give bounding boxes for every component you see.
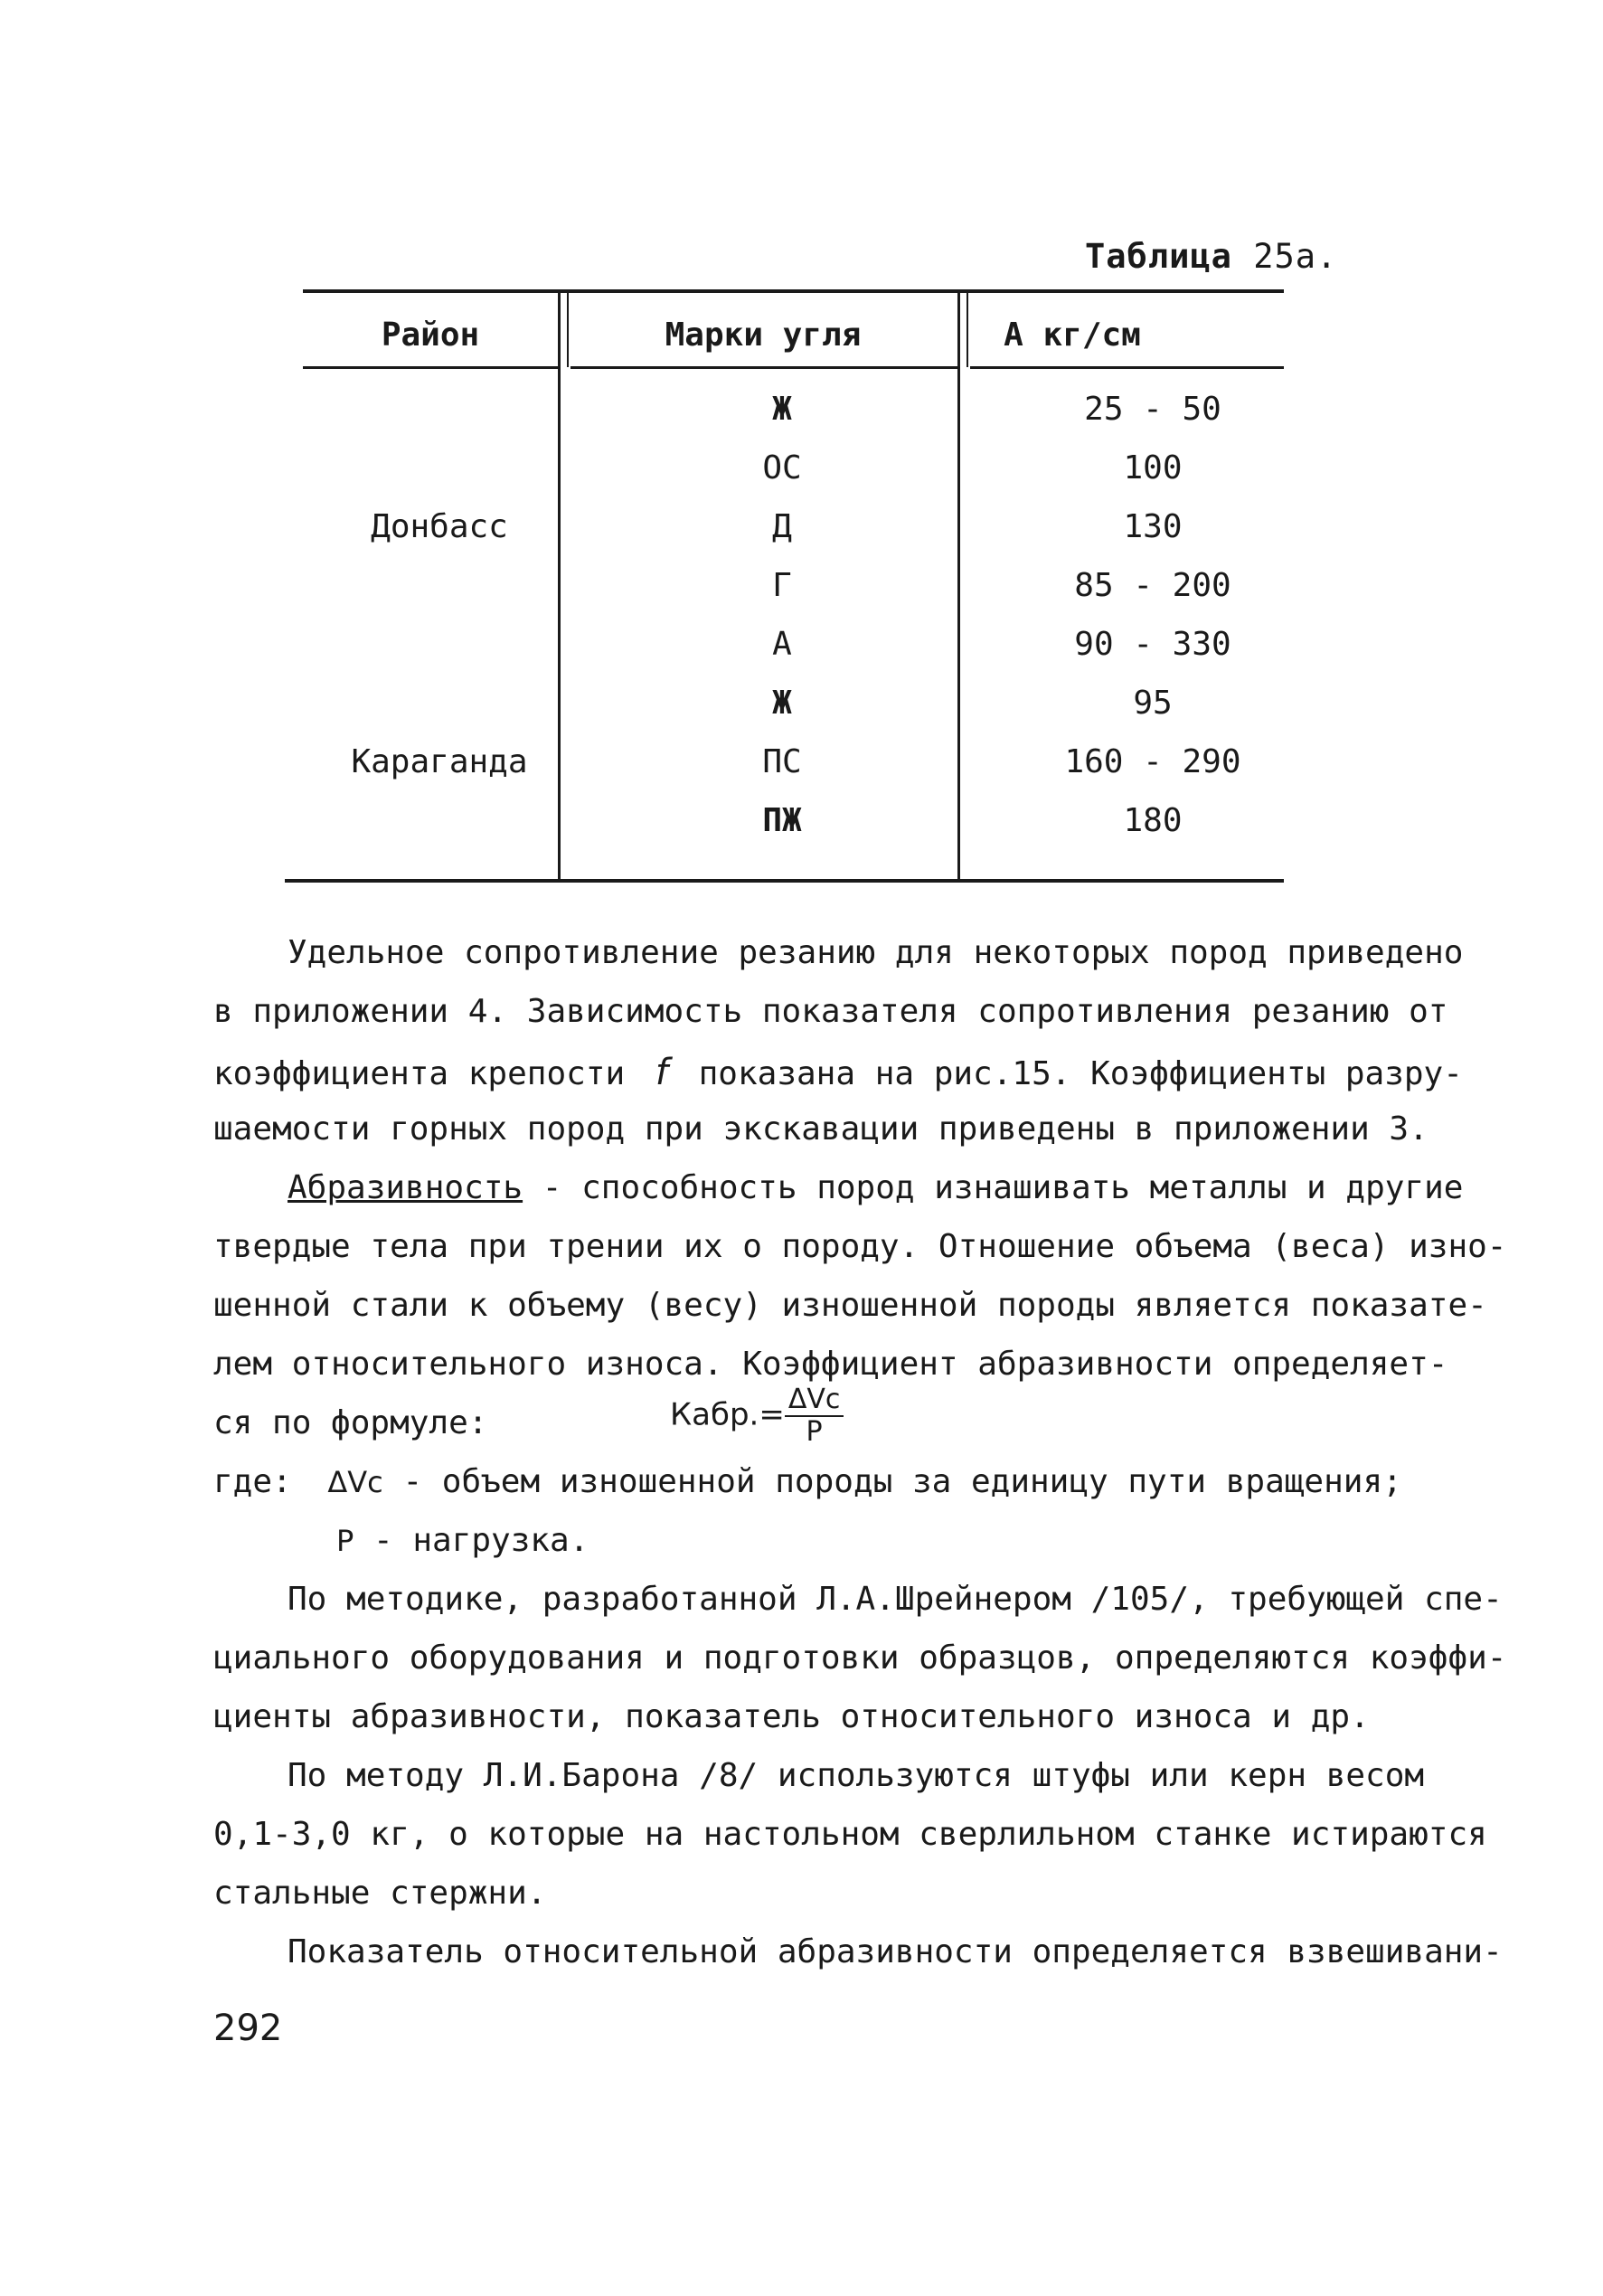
header-cutting-resistance: А кг/см (1004, 317, 1141, 354)
resistance-value-cell: 160 - 290 (1064, 743, 1241, 780)
text-fragment: - способность пород изнашивать металлы и другие (523, 1169, 1464, 1206)
coal-grade-cell: Д (772, 508, 792, 545)
region-donbass: Донбасс (371, 508, 508, 545)
table-header-rule (570, 366, 959, 369)
text-line: шаемости горных пород при экскавации приведены в приложении 3. (213, 1110, 1429, 1148)
text-line: в приложении 4. Зависимость показателя сопротивления резанию от (213, 993, 1448, 1030)
text-line: твердые тела при трении их о породу. Отношение объема (веса) изно- (213, 1228, 1507, 1265)
text-line (213, 1463, 1402, 1500)
text-fragment: - объем изношенной породы за единицу пути вращения; (382, 1463, 1402, 1500)
text-line: ся по формуле: (213, 1404, 488, 1441)
coal-grade-cell: Ж (772, 685, 792, 722)
term-abrasiveness: Абразивность (288, 1169, 523, 1206)
resistance-value-cell: 85 - 200 (1074, 567, 1231, 604)
coal-cutting-resistance-table (303, 289, 1284, 886)
text-line: лем относительного износа. Коэффициент абразивности определяет- (213, 1346, 1448, 1383)
formula-lhs: Кабр.= (670, 1396, 785, 1433)
coal-grade-cell: Г (772, 567, 792, 604)
table-header-rule (303, 366, 561, 369)
where-label: где: (213, 1463, 292, 1500)
load-symbol: P (336, 1524, 354, 1558)
header-region: Район (381, 317, 480, 354)
resistance-value-cell: 130 (1123, 508, 1183, 545)
coal-grade-cell: А (772, 626, 792, 663)
text-line: 0,1-3,0 кг, о которые на настольном сверлильном станке истираются (213, 1816, 1487, 1853)
text-line (288, 1169, 1463, 1206)
table-caption-label: Таблица (1085, 237, 1232, 276)
text-line: По методу Л.И.Барона /8/ используются штуфы или керн весом (288, 1757, 1425, 1794)
formula-fraction (785, 1386, 844, 1446)
region-karaganda: Караганда (351, 743, 528, 780)
table-bottom-rule (285, 879, 1284, 883)
text-line (336, 1522, 589, 1559)
table-caption-number: 25а. (1253, 237, 1338, 276)
text-fragment: - нагрузка. (354, 1522, 589, 1559)
table-column-divider (957, 293, 960, 881)
text-fragment: коэффициента крепости (213, 1055, 626, 1092)
formula-numerator: ΔVc (785, 1386, 844, 1417)
coal-grade-cell: ПЖ (762, 802, 802, 839)
resistance-value-cell: 95 (1133, 685, 1173, 722)
resistance-value-cell: 25 - 50 (1084, 391, 1221, 428)
resistance-value-cell: 90 - 330 (1074, 626, 1231, 663)
table-column-divider (558, 293, 561, 881)
volume-symbol: ΔVc (327, 1465, 383, 1499)
table-header-rule (970, 366, 1284, 369)
text-line: стальные стержни. (213, 1875, 547, 1912)
abrasiveness-formula (670, 1386, 844, 1446)
text-line: Показатель относительной абразивности определяется взвешивани- (288, 1933, 1503, 1970)
text-line: циального оборудования и подготовки образцов, определяются коэффи- (213, 1639, 1507, 1677)
header-coal-grade: Марки угля (665, 317, 862, 354)
text-line: шенной стали к объему (весу) изношенной породы является показате- (213, 1287, 1487, 1324)
table-caption (1085, 237, 1337, 276)
text-line: циенты абразивности, показатель относительного износа и др. (213, 1698, 1370, 1735)
formula-denominator: P (806, 1416, 823, 1448)
text-fragment: показана на рис.15. Коэффициенты разру- (698, 1055, 1463, 1092)
coal-grade-cell: ОС (762, 449, 802, 487)
coal-grade-cell: ПС (762, 743, 802, 780)
strength-coefficient-symbol: f (655, 1052, 668, 1093)
table-top-rule (303, 289, 1284, 293)
resistance-value-cell: 180 (1123, 802, 1183, 839)
coal-grade-cell: Ж (772, 391, 792, 428)
text-line: По методике, разработанной Л.А.Шрейнером /105/, требующей спе- (288, 1581, 1503, 1618)
page-number: 292 (213, 2008, 283, 2049)
text-line (213, 1052, 1463, 1093)
text-line: Удельное сопротивление резанию для некоторых пород приведено (288, 934, 1464, 971)
resistance-value-cell: 100 (1123, 449, 1183, 487)
